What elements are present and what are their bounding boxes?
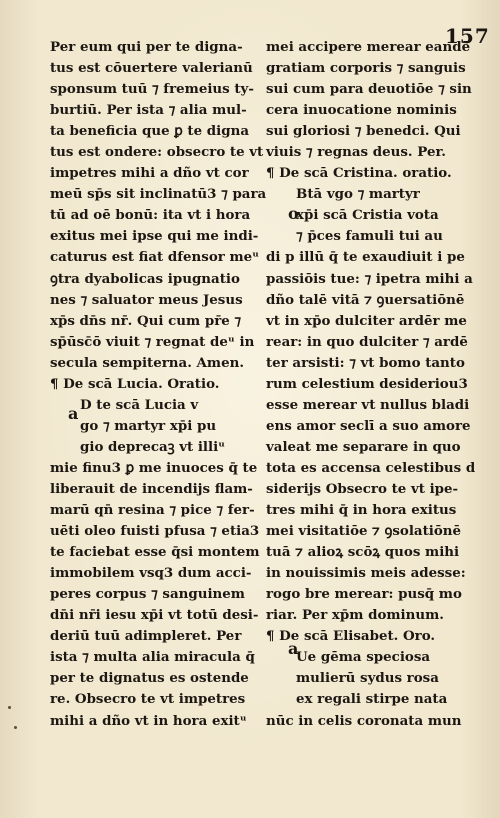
folio-number: 157 <box>445 24 490 48</box>
text-line: sponsum tuū ⁊ fremeius ty- <box>50 81 254 98</box>
text-line: ¶ De scā Elisabet. Oro. <box>266 628 436 645</box>
text-line: siderijs Obsecro te vt ipe- <box>266 480 459 497</box>
text-line: immobilem vsq3 dum acci- <box>50 565 252 582</box>
text-line: viuis ⁊ regnas deus. Per. <box>266 144 446 161</box>
text-line: riar. Per xp̄m dominum. <box>266 607 444 624</box>
text-line: tus est ondere: obsecro te vt <box>50 144 264 161</box>
text-line: dño talē vitā ⁊ ꝯuersatiōnē <box>266 291 465 308</box>
text-line: uēti oleo fuisti pfusa ⁊ etia3 <box>50 523 260 540</box>
text-line: exitus mei ipse qui me indi- <box>50 228 259 245</box>
text-line: burtiū. Per ista ⁊ alia mul- <box>50 102 247 119</box>
text-line: re. Obsecro te vt impetres <box>50 691 246 708</box>
text-line: mei accipere merear eandē <box>266 39 471 55</box>
text-line: sui cum para deuotiōe ⁊ sin <box>266 81 472 98</box>
text-line: dn̄i nr̄i iesu xp̄i vt totū desi- <box>50 607 259 624</box>
text-line: Per eum qui per te digna- <box>50 39 243 55</box>
text-line: ex regali stirpe nata <box>296 691 448 708</box>
text-line: valeat me separare in quo <box>266 438 461 455</box>
text-line: tū ad oē bonū: ita vt i hora <box>50 207 251 224</box>
right-text-column <box>266 37 480 732</box>
left-text-column <box>50 37 267 732</box>
text-line: mulierū sydus rosa <box>296 670 439 687</box>
text-line: vt in xp̄o dulciter ardēr me <box>266 312 467 329</box>
guide-letter-elisabet: a <box>288 639 299 658</box>
text-line: Btā vgo ⁊ martyr <box>296 186 420 203</box>
text-line: ens amor seclī a suo amore <box>266 417 471 434</box>
text-line: mei visitatiōe ⁊ ꝯsolatiōnē <box>266 523 462 540</box>
text-line: in nouissimis meis adesse: <box>266 565 466 582</box>
text-line: xp̄i scā Cristia vota <box>296 207 439 224</box>
text-line: D te scā Lucia v <box>80 396 199 413</box>
text-line: go ⁊ martyr xp̄i pu <box>80 417 217 434</box>
text-line: tota es accensa celestibus d <box>266 459 476 476</box>
text-line: gio deprecaꝫ vt illiᵘ <box>80 438 226 455</box>
text-line: mie finu3 ꝑ me inuoces q̄ te <box>50 459 258 476</box>
text-line: liberauit de incendijs flam- <box>50 480 253 497</box>
text-line: ta beneficia que ꝑ te digna <box>50 123 250 140</box>
text-line: ter arsisti: ⁊ vt bomo tanto <box>266 354 465 371</box>
text-line: nūc in celis coronata mun <box>266 712 462 729</box>
text-line: tres mihi q̄ in hora exitus <box>266 502 457 519</box>
text-line: Ue gēma speciosa <box>296 649 431 666</box>
text-line: rear: in quo dulciter ⁊ ardē <box>266 333 468 350</box>
text-line: ¶ De scā Cristina. oratio. <box>266 165 452 182</box>
wormhole-mark <box>8 706 11 709</box>
text-line: mihi a dño vt in hora exitᵘ <box>50 712 247 729</box>
text-line: esse merear vt nullus bladi <box>266 396 470 413</box>
text-line: ¶ De scā Lucia. Oratio. <box>50 375 220 392</box>
text-line: nes ⁊ saluator meus Jesus <box>50 291 243 308</box>
text-line: passiōis tue: ⁊ ipetra mihi a <box>266 270 473 287</box>
guide-letter-lucia: a <box>68 404 79 423</box>
wormhole-mark <box>14 726 17 729</box>
text-line: sp̄ūsc̄ō viuit ⁊ regnat deᵘ in <box>50 333 255 350</box>
text-line: sui gloriosi ⁊ benedci. Qui <box>266 123 461 140</box>
text-line: ista ⁊ multa alia miracula q̄ <box>50 649 255 666</box>
text-line: meū sp̄s sit inclinatū3 ⁊ para <box>50 186 267 203</box>
text-line: di p illū q̄ te exaudiuit i pe <box>266 249 465 266</box>
text-line: xp̄s dn̄s nr̄. Qui cum pr̄e ⁊ <box>50 312 242 329</box>
text-line: deriū tuū adimpleret. Per <box>50 628 242 645</box>
text-line: rum celestium desideriou3 <box>266 375 468 392</box>
text-line: per te dignatus es ostende <box>50 670 249 687</box>
text-line: secula sempiterna. Amen. <box>50 354 245 371</box>
text-line: peres corpus ⁊ sanguinem <box>50 586 245 603</box>
text-line: tus est cōuertere valerianū <box>50 60 253 77</box>
text-line: ꝯtra dyabolicas ipugnatio <box>50 270 240 287</box>
guide-letter-cristina: o <box>288 204 299 223</box>
text-line: te faciebat esse q̄si montem <box>50 544 260 561</box>
text-line: ⁊ p̄ces famuli tui au <box>296 228 443 245</box>
text-line: cera inuocatione nominis <box>266 102 457 119</box>
text-line: marū qn̄ resina ⁊ pice ⁊ fer- <box>50 502 255 519</box>
text-line: rogo bre merear: pusq̄ mo <box>266 586 462 603</box>
text-line: gratiam corporis ⁊ sanguis <box>266 60 466 77</box>
text-line: impetres mihi a dño vt cor <box>50 165 249 182</box>
text-line: caturus est fiat dfensor meᵘ <box>50 249 260 266</box>
text-line: tuā ⁊ alioꝝ scōꝝ quos mihi <box>266 544 460 561</box>
